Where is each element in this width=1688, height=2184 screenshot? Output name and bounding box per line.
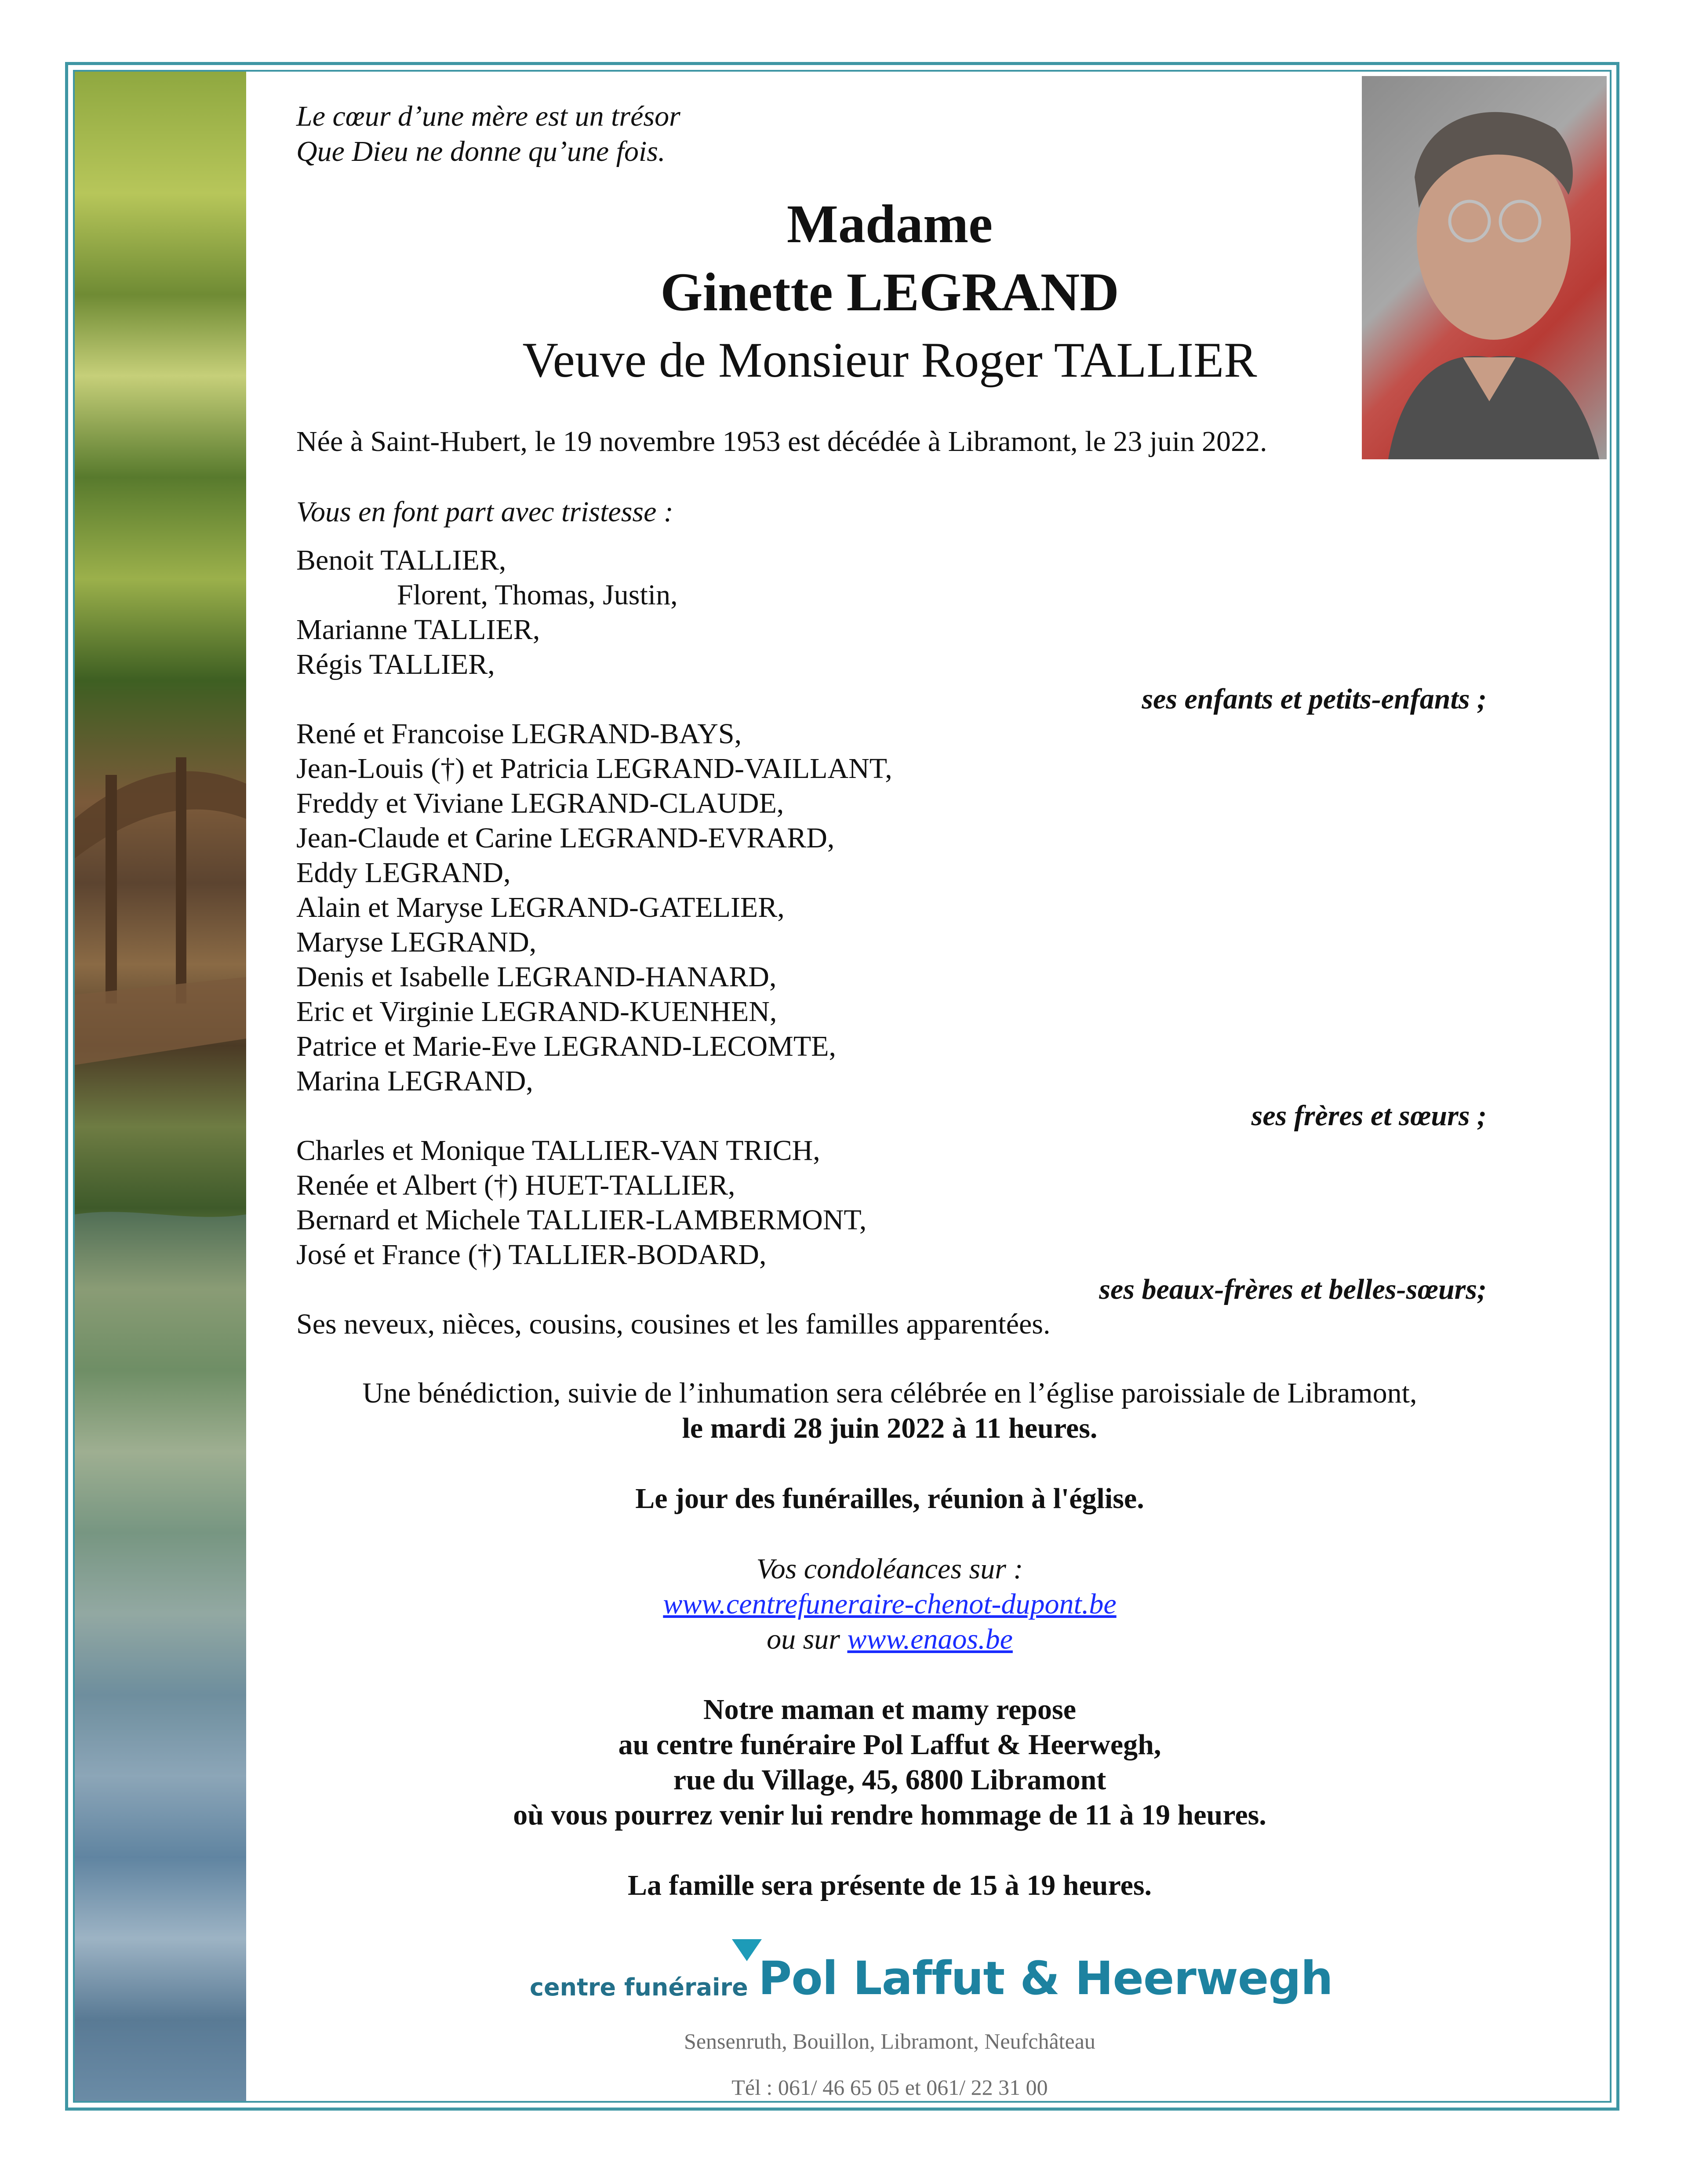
list-item: Bernard et Michele TALLIER-LAMBERMONT, [296, 1204, 867, 1236]
logo-big-text: Pol Laffut & Heerwegh [758, 1951, 1333, 2005]
footer-phone: Tél : 061/ 46 65 05 et 061/ 22 31 00 [731, 2075, 1048, 2100]
list-item: René et Francoise LEGRAND-BAYS, [296, 718, 742, 750]
list-item: Freddy et Viviane LEGRAND-CLAUDE, [296, 787, 784, 819]
reunion-line: Le jour des funérailles, réunion à l'église. [635, 1483, 1144, 1515]
list-item: Maryse LEGRAND, [296, 926, 537, 958]
deceased-name: Ginette LEGRAND [660, 262, 1119, 322]
footer-locations: Sensenruth, Bouillon, Libramont, Neufchâteau [684, 2029, 1095, 2053]
list-item: José et France (†) TALLIER-BODARD, [296, 1239, 767, 1271]
list-item: Jean-Louis (†) et Patricia LEGRAND-VAILLANT, [296, 752, 892, 785]
condolences-link-2[interactable]: www.enaos.be [847, 1623, 1013, 1655]
list-item: Renée et Albert (†) HUET-TALLIER, [296, 1169, 735, 1201]
condolences-link-row [296, 1587, 1483, 1622]
list-item: Patrice et Marie-Eve LEGRAND-LECOMTE, [296, 1030, 836, 1062]
list-item: Régis TALLIER, [296, 648, 495, 680]
list-item: Jean-Claude et Carine LEGRAND-EVRARD, [296, 822, 835, 854]
list-item: Florent, Thomas, Justin, [397, 579, 678, 611]
repose-line: où vous pourrez venir lui rendre hommage de 11 à 19 heures. [513, 1799, 1266, 1831]
logo-small-text: centre funéraire [530, 1973, 748, 2001]
side-landscape-image [75, 72, 246, 2101]
extended-family-line: Ses neveux, nièces, cousins, cousines et les familles apparentées. [296, 1308, 1051, 1340]
repose-line: au centre funéraire Pol Laffut & Heerwegh, [618, 1729, 1161, 1761]
condolences-label: Vos condoléances sur : [756, 1553, 1023, 1585]
birth-death-line: Née à Saint-Hubert, le 19 novembre 1953 est décédée à Libramont, le 23 juin 2022. [296, 425, 1267, 458]
list-item: Denis et Isabelle LEGRAND-HANARD, [296, 961, 777, 993]
condolences-link-1[interactable]: www.centrefuneraire-chenot-dupont.be [663, 1588, 1117, 1620]
inlaws-label: ses beaux-frères et belles-sœurs; [1099, 1273, 1487, 1305]
list-item: Alain et Maryse LEGRAND-GATELIER, [296, 891, 785, 923]
or-prefix: ou sur [767, 1623, 840, 1655]
condolences-link-row-2 [296, 1622, 1483, 1657]
announce-line: Vous en font part avec tristesse : [296, 496, 673, 528]
list-item: Benoit TALLIER, [296, 544, 506, 576]
repose-line: rue du Village, 45, 6800 Libramont [673, 1764, 1106, 1796]
deceased-title: Madame [786, 194, 993, 254]
family-presence-line: La famille sera présente de 15 à 19 heures. [627, 1869, 1152, 1901]
logo-triangle-icon [732, 1939, 762, 1961]
list-item: Marina LEGRAND, [296, 1065, 533, 1097]
epigraph-line-1: Le cœur d’une mère est un trésor [296, 100, 680, 132]
children-label: ses enfants et petits-enfants ; [1142, 683, 1487, 715]
ceremony-line-1: Une bénédiction, suivie de l’inhumation sera célébrée en l’église paroissiale de Libramont, [362, 1377, 1417, 1409]
widow-of: Veuve de Monsieur Roger TALLIER [522, 333, 1257, 388]
repose-line: Notre maman et mamy repose [703, 1693, 1076, 1726]
ceremony-date: le mardi 28 juin 2022 à 11 heures. [682, 1412, 1098, 1444]
siblings-label: ses frères et sœurs ; [1251, 1100, 1487, 1132]
list-item: Charles et Monique TALLIER-VAN TRICH, [296, 1134, 820, 1166]
list-item: Eddy LEGRAND, [296, 857, 511, 889]
list-item: Marianne TALLIER, [296, 614, 540, 646]
list-item: Eric et Virginie LEGRAND-KUENHEN, [296, 996, 777, 1028]
epigraph-line-2: Que Dieu ne donne qu’une fois. [296, 135, 666, 167]
